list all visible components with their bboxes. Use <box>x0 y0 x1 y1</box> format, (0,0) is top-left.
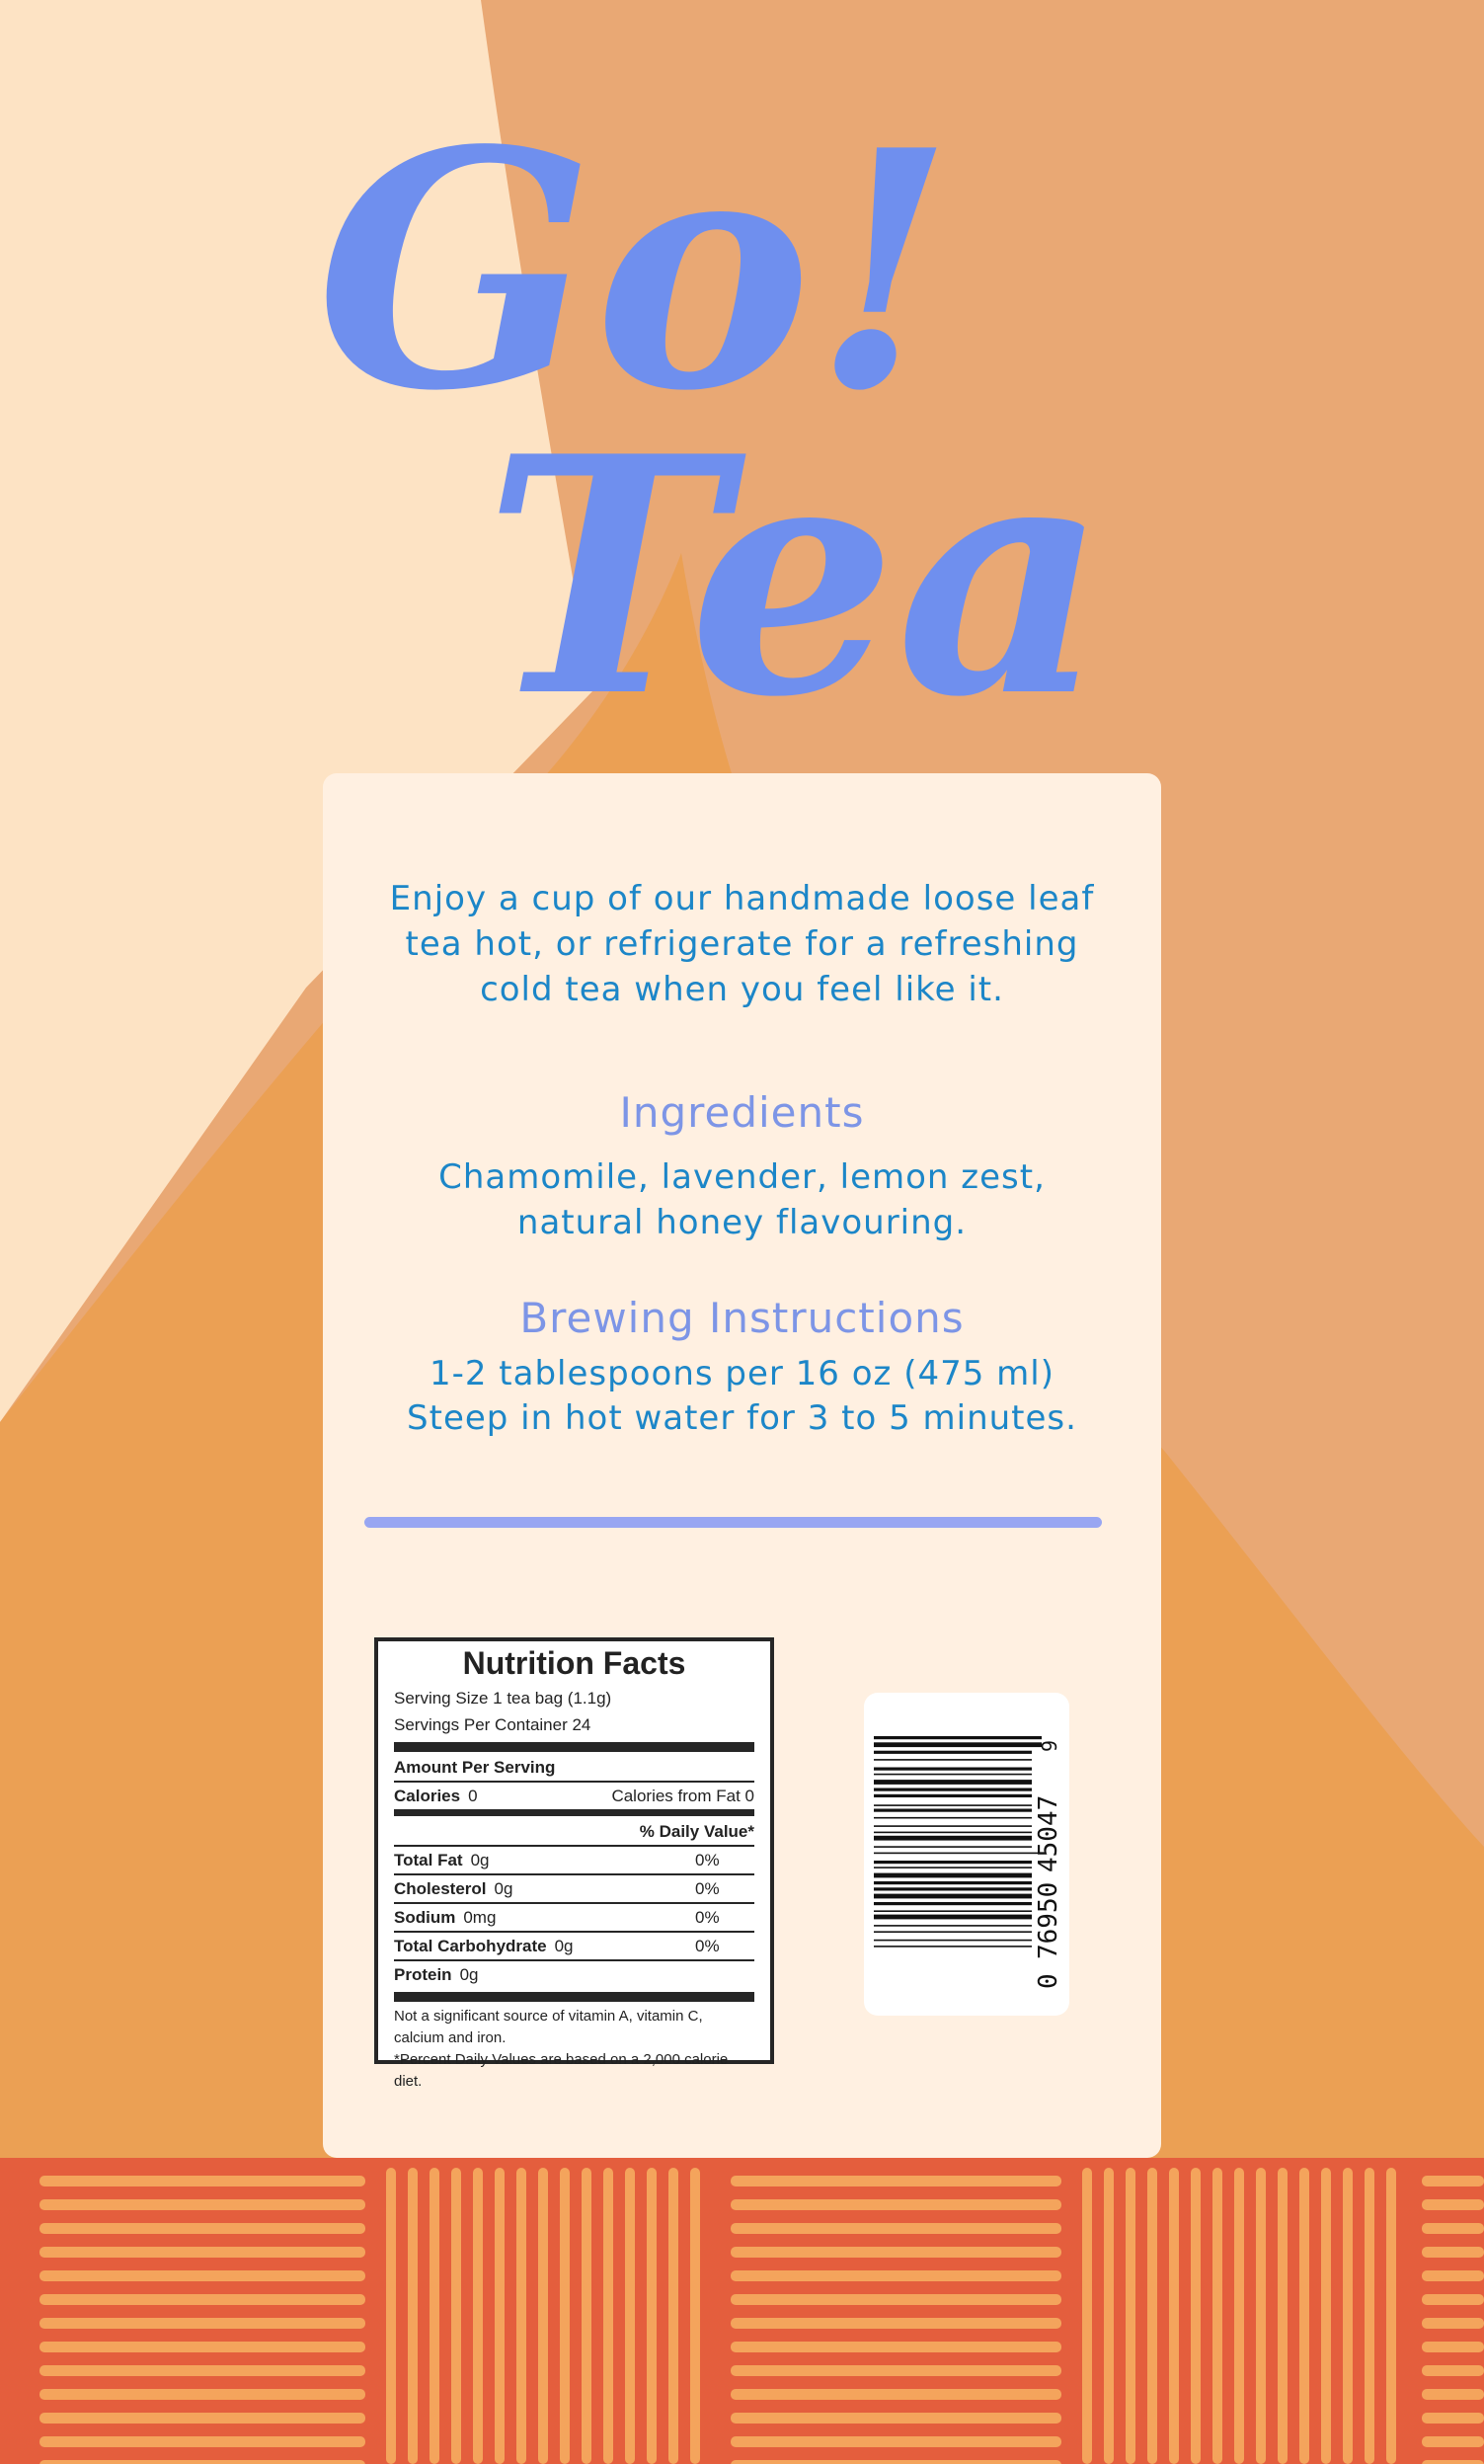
intro-line: tea hot, or refrigerate for a refreshing <box>405 924 1079 964</box>
stripe <box>1422 2247 1484 2258</box>
daily-value-header <box>394 1818 754 1847</box>
nutrient-label: Cholesterol <box>394 1879 487 1898</box>
stripe <box>1104 2168 1114 2464</box>
ingredients-line: Chamomile, lavender, lemon zest, <box>438 1157 1046 1197</box>
barcode-bar <box>874 1846 1032 1848</box>
stripe <box>731 2199 1061 2210</box>
ingredients-line: natural honey flavouring. <box>516 1203 968 1242</box>
stripe <box>1191 2168 1201 2464</box>
stripe <box>1422 2199 1484 2210</box>
amount-per-serving-label: Amount Per Serving <box>394 1758 556 1777</box>
barcode-bar <box>874 1931 1032 1933</box>
barcode-bar <box>874 1751 1032 1754</box>
calories-label: Calories <box>394 1787 461 1805</box>
stripe <box>1169 2168 1179 2464</box>
footnote-1: Not a significant source of vitamin A, vitamin C, calcium and iron. <box>394 2008 703 2046</box>
barcode-bar <box>874 1940 1032 1942</box>
barcode-bar <box>874 1742 1042 1747</box>
nutrient-label: Total Carbohydrate <box>394 1937 547 1955</box>
nutrient-amount: 0g <box>470 1851 490 1869</box>
medium-rule <box>394 1809 754 1816</box>
footnote-2: *Percent Daily Values are based on a 2,000 calorie diet. <box>394 2051 729 2090</box>
stripe <box>1422 2413 1484 2424</box>
nutrition-facts-label <box>374 1637 774 2090</box>
calories-value: 0 <box>468 1787 478 1805</box>
logo-line-2: Tea <box>484 385 1108 731</box>
stripe <box>39 2270 365 2281</box>
stripe <box>731 2294 1061 2305</box>
stripe <box>1386 2168 1396 2464</box>
barcode-bar <box>874 1804 1032 1806</box>
nutrient-amount: 0g <box>494 1879 513 1898</box>
barcode-bar <box>874 1881 1032 1884</box>
stripe <box>625 2168 635 2464</box>
barcode-bar <box>874 1910 1032 1912</box>
nutrient-row <box>394 1961 754 1988</box>
stripe <box>647 2168 657 2464</box>
stripe <box>39 2223 365 2234</box>
barcode-bar <box>874 1832 1032 1834</box>
barcode-bar <box>874 1853 1042 1855</box>
amount-per-serving <box>394 1754 754 1783</box>
stripe <box>39 2318 365 2329</box>
brewing-heading: Brewing Instructions <box>519 1294 965 1342</box>
nutrient-percent: 0% <box>695 1937 720 1955</box>
stripe <box>731 2247 1061 2258</box>
nutrient-percent: 0% <box>695 1851 720 1869</box>
barcode-bar <box>874 1873 1032 1878</box>
stripe <box>1422 2389 1484 2400</box>
calories-row <box>394 1783 754 1809</box>
stripe <box>1422 2460 1484 2464</box>
stripe <box>1082 2168 1092 2464</box>
thick-rule <box>394 1992 754 2002</box>
ingredients-heading: Ingredients <box>619 1088 865 1137</box>
daily-value-label: % Daily Value* <box>639 1822 754 1841</box>
ingredients-text <box>323 1154 1161 1245</box>
barcode-bar <box>874 1867 1032 1868</box>
barcode-bar <box>874 1768 1032 1771</box>
barcode-bar <box>874 1915 1032 1920</box>
stripe <box>560 2168 570 2464</box>
stripe <box>538 2168 548 2464</box>
stripe <box>731 2436 1061 2447</box>
barcode-bar <box>874 1946 1032 1947</box>
barcode-bar <box>874 1861 1032 1864</box>
info-panel <box>323 773 1161 2158</box>
intro-line: cold tea when you feel like it. <box>480 970 1004 1009</box>
barcode-bar <box>874 1788 1032 1791</box>
nutrient-row <box>394 1875 754 1904</box>
nutrient-label: Sodium <box>394 1908 456 1927</box>
stripe <box>39 2389 365 2400</box>
stripe <box>1299 2168 1309 2464</box>
stripe <box>690 2168 700 2464</box>
stripe <box>1422 2342 1484 2352</box>
stripe <box>1422 2176 1484 2186</box>
barcode-bar <box>874 1774 1032 1776</box>
stripe <box>1234 2168 1244 2464</box>
stripe <box>39 2342 365 2352</box>
nutrient-percent: 0% <box>695 1879 720 1898</box>
barcode-bar <box>874 1817 1032 1819</box>
barcode-bar <box>874 1736 1042 1739</box>
stripe <box>731 2365 1061 2376</box>
nutrient-label: Protein <box>394 1965 452 1984</box>
stripe <box>39 2413 365 2424</box>
stripe <box>731 2342 1061 2352</box>
stripe <box>39 2199 365 2210</box>
stripe <box>1422 2318 1484 2329</box>
stripe <box>39 2460 365 2464</box>
servings-per-container: Servings Per Container 24 <box>394 1715 591 1734</box>
barcode <box>864 1693 1069 2016</box>
barcode-bar <box>874 1902 1032 1905</box>
stripe <box>495 2168 505 2464</box>
stripe <box>1422 2365 1484 2376</box>
divider <box>364 1517 1102 1528</box>
nutrient-amount: 0g <box>459 1965 479 1984</box>
nutrition-title: Nutrition Facts <box>462 1645 686 1681</box>
stripe <box>731 2270 1061 2281</box>
nutrient-row <box>394 1933 754 1961</box>
nutrient-amount: 0g <box>554 1937 574 1955</box>
barcode-bar <box>874 1825 1032 1827</box>
logo-line-1: Go! <box>316 99 955 462</box>
barcode-digit-last: 9 <box>1038 1739 1061 1752</box>
thick-rule <box>394 1742 754 1752</box>
nutrient-percent: 0% <box>695 1908 720 1927</box>
barcode-bar <box>874 1894 1032 1899</box>
stripe <box>516 2168 526 2464</box>
barcode-digit-first: 0 <box>1034 1973 1063 1989</box>
stripe <box>39 2365 365 2376</box>
stripe <box>1126 2168 1135 2464</box>
stripe <box>39 2176 365 2186</box>
nutrition-footnote <box>394 2006 754 2093</box>
stripe <box>582 2168 591 2464</box>
nutrient-percent <box>695 1961 754 1988</box>
stripe <box>39 2436 365 2447</box>
stripe <box>451 2168 461 2464</box>
intro-line: Enjoy a cup of our handmade loose leaf <box>389 879 1095 918</box>
stripe <box>39 2247 365 2258</box>
barcode-bar <box>874 1759 1032 1761</box>
stripe <box>731 2389 1061 2400</box>
go-tea-logo <box>296 99 1185 731</box>
stripe <box>1365 2168 1374 2464</box>
stripe <box>731 2176 1061 2186</box>
barcode-bar <box>874 1836 1032 1841</box>
barcode-bar <box>874 1809 1032 1812</box>
stripe <box>1321 2168 1331 2464</box>
stripe <box>386 2168 396 2464</box>
stripe <box>731 2413 1061 2424</box>
stripe <box>1147 2168 1157 2464</box>
stripe <box>1256 2168 1266 2464</box>
serving-size: Serving Size 1 tea bag (1.1g) <box>394 1689 612 1708</box>
stripe <box>473 2168 483 2464</box>
stripe <box>1422 2270 1484 2281</box>
stripe <box>731 2318 1061 2329</box>
barcode-bar <box>874 1925 1032 1927</box>
nutrient-row <box>394 1904 754 1933</box>
stripe <box>408 2168 418 2464</box>
stripe <box>1212 2168 1222 2464</box>
barcode-bars <box>874 1736 1042 1947</box>
stripe <box>603 2168 613 2464</box>
stripe <box>731 2223 1061 2234</box>
brewing-text <box>323 1352 1161 1441</box>
intro-text <box>323 876 1161 1012</box>
stripe <box>1422 2436 1484 2447</box>
stripe <box>1343 2168 1353 2464</box>
barcode-bar <box>874 1794 1032 1797</box>
barcode-bar <box>874 1887 1032 1890</box>
nutrient-amount: 0mg <box>463 1908 497 1927</box>
nutrient-row <box>394 1847 754 1875</box>
brewing-line: Steep in hot water for 3 to 5 minutes. <box>407 1398 1077 1438</box>
barcode-digits-group-1: 76950 <box>1034 1881 1063 1959</box>
stripe <box>1278 2168 1288 2464</box>
stripe <box>731 2460 1061 2464</box>
calories-from-fat: Calories from Fat 0 <box>611 1787 754 1805</box>
barcode-bar <box>874 1780 1032 1785</box>
stripe <box>1422 2294 1484 2305</box>
stripe <box>668 2168 678 2464</box>
stripe <box>39 2294 365 2305</box>
nutrient-label: Total Fat <box>394 1851 463 1869</box>
brewing-line: 1-2 tablespoons per 16 oz (475 ml) <box>429 1354 1055 1393</box>
stripe <box>430 2168 439 2464</box>
barcode-digits-group-2: 45047 <box>1034 1794 1063 1872</box>
stripe <box>1422 2223 1484 2234</box>
